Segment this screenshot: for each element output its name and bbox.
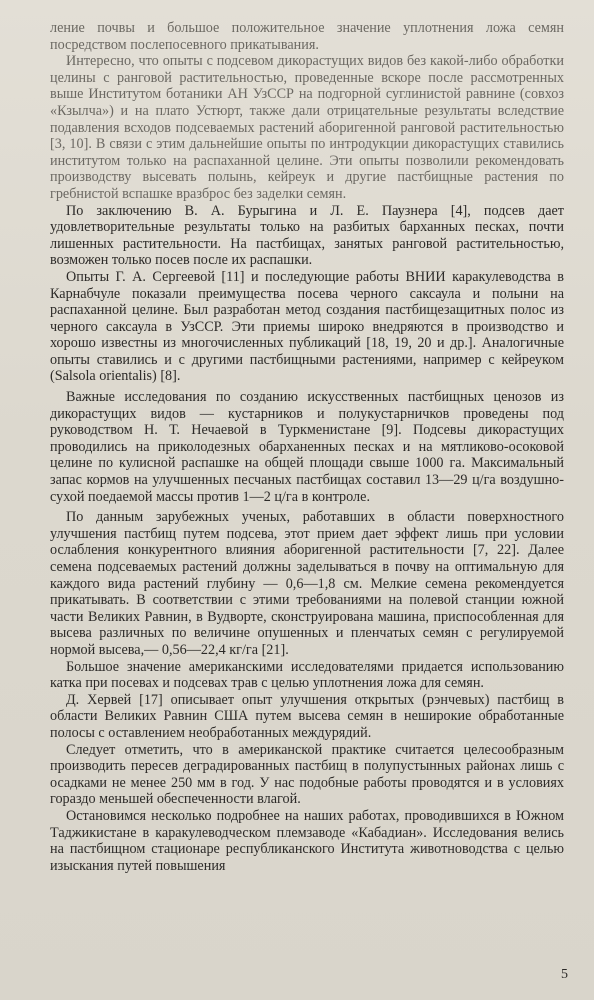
paragraph-nechaeva: Важные исследования по созданию искусственных пастбищных ценозов из дикорастущих видов — кустарников и полукустарничков проведены под руководством Н. Т. Нечаевой в Туркменистане [9]. Подсевы дикорастущих проводились на приколодезных обарханенных песках и на мятликово-осоковой целине по кулисной распашке на общей площади свыше 1000 га. Максимальный запас кормов на улучшенных песчаных пастбищах составил 13—29 ц/га воздушно-сухой поедаемой массы против 1—2 ц/га в контроле. <box>50 389 564 505</box>
paragraph-foreign-scientists: По данным зарубежных ученых, работавших в области поверхностного улучшения пастбищ путем подсева, этот прием дает эффект лишь при условии ослабления конкурентного влияния аборигенной растительности [7, 22]. Далее семена подсеваемых растений должны заделываться в почву на оптимальную для каждого вида растений глубину — 0,6—1,8 см. Мелкие семена рекомендуется прикатывать. В соответствии с этими требованиями на полевой станции южной части Великих Равнин, в Вудворте, сконструирована машина, приспособленная для высева различных по величине опушенных и пленчатых семян с регулируемой нормой высева,— 0,56—22,4 кг/га [21]. <box>50 509 564 658</box>
paragraph-burygin: По заключению В. А. Бурыгина и Л. Е. Паузнера [4], подсев дает удовлетворительные результаты только на разбитых барханных песках, почти лишенных растительности. На пастбищах, занятых ранговой растительностью, возможен только посев после их распашки. <box>50 202 564 269</box>
paragraph-our-works: Остановимся несколько подробнее на наших работах, проводившихся в Южном Таджикистане в каракулеводческом племзаводе «Кабадиан». Исследования велись на пастбищном стационаре республиканского Института животноводства с целью изыскания путей повышения <box>50 807 564 874</box>
paragraph-hervey: Д. Хервей [17] описывает опыт улучшения открытых (рэнчевых) пастбищ в области Великих Равнин США путем высева семян в неширокие обработанные полосы с оставлением необработанных междурядий. <box>50 691 564 741</box>
page-number: 5 <box>561 967 568 983</box>
paragraph-american-practice: Следует отметить, что в американской практике считается целесообразным производить пересев деградированных пастбищ в полупустынных районах лишь с осадками не менее 250 мм в год. У нас подобные работы проводятся и в условиях гораздо меньшей обеспеченности влагой. <box>50 741 564 808</box>
paragraph-continuation: ление почвы и большое положительное значение уплотнения ложа семян посредством послепосевного прикатывания. <box>50 20 564 53</box>
paragraph-roller: Большое значение американскими исследователями придается использованию катка при посевах и подсевах трав с целью уплотнения ложа для семян. <box>50 658 564 692</box>
paragraph-sergeeva: Опыты Г. А. Сергеевой [11] и последующие работы ВНИИ каракулеводства в Карнабчуле показали преимущества посева черного саксаула и полыни на распаханной целине. Был разработан метод создания пастбищезащитных полос из черного саксаула в УзССР. Эти приемы широко внедряются в производство и хорошо известны из многочисленных публикаций [18, 19, 20 и др.]. Аналогичные опыты ставились и с другими пастбищными растениями, например с кейреуком (Salsola orientalis) [8]. <box>50 268 564 385</box>
paragraph-interestingly: Интересно, что опыты с подсевом дикорастущих видов без какой-либо обработки целины с ранговой растительностью, проведенные вскоре после рассмотренных выше Институтом ботаники АН УзССР на подгорной суглинистой равнине (совхоз «Кзылча») и на плато Устюрт, также дали отрицательные результаты вследствие подавления всходов подсеваемых растений аборигенной ранговой растительностью [3, 10]. В связи с этим дальнейшие опыты по интродукции дикорастущих ставились институтом только на распаханной целине. Эти опыты позволили рекомендовать производству высевать полынь, кейреук и другие пастбищные растения по гребнистой вспашке вразброс без заделки семян. <box>50 53 564 202</box>
